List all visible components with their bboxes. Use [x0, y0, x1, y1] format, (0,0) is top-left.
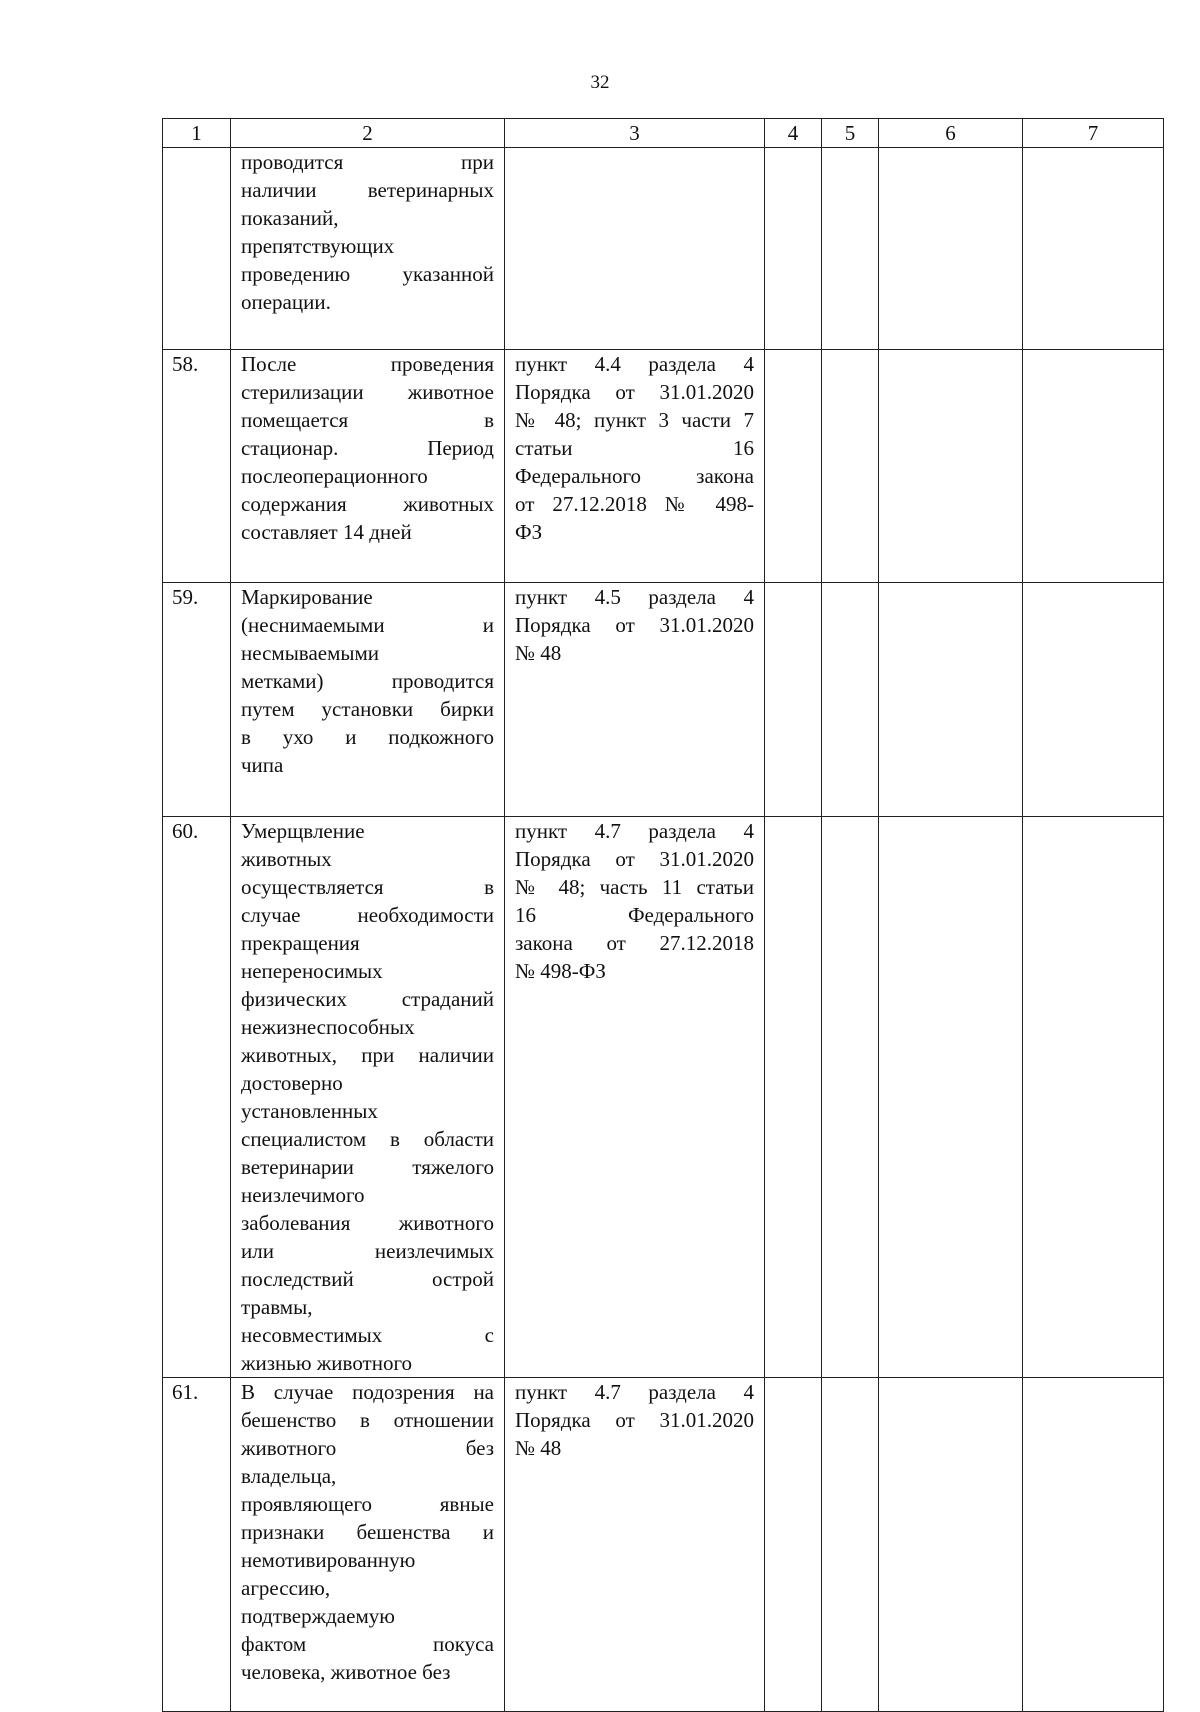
- requirement-text-line: В случае подозрения на: [241, 1380, 494, 1404]
- requirement-text-line: бешенство в отношении: [241, 1408, 494, 1432]
- table-body: [163, 119, 1164, 1712]
- empty-cell-col-7: [1023, 148, 1164, 350]
- requirement-text-line: проводится при: [241, 150, 494, 174]
- requirement-text-line: достоверно: [241, 1071, 343, 1095]
- legal-reference-line: № 48; пункт 3 части 7: [515, 408, 754, 432]
- requirement-text-line: физических страданий: [241, 987, 494, 1011]
- empty-cell-col-4: [765, 350, 822, 583]
- requirement-text-line: животных, при наличии: [241, 1043, 494, 1067]
- requirement-text-line: стационар. Период: [241, 436, 494, 460]
- page-number: 32: [590, 72, 610, 93]
- empty-cell-col-6: [879, 1378, 1023, 1712]
- requirement-text-line: прекращения: [241, 931, 360, 955]
- empty-cell-col-6: [879, 583, 1023, 817]
- legal-reference-line: 16 Федерального: [515, 903, 754, 927]
- requirement-text: [231, 583, 505, 817]
- legal-reference-line: пункт 4.5 раздела 4: [515, 585, 754, 609]
- requirement-text-line: заболевания животного: [241, 1211, 494, 1235]
- empty-cell-col-7: [1023, 350, 1164, 583]
- requirement-text-line: агрессию,: [241, 1576, 331, 1600]
- requirement-text: [231, 1378, 505, 1712]
- empty-cell-col-5: [822, 817, 879, 1378]
- requirement-text-line: (неснимаемыми и: [241, 613, 494, 637]
- requirement-text-line: животного без: [241, 1436, 494, 1460]
- requirement-text-line: После проведения: [241, 352, 494, 376]
- requirement-text-line: фактом покуса: [241, 1632, 494, 1656]
- table-row: [163, 817, 1164, 1378]
- legal-reference-line: № 48: [515, 1436, 562, 1460]
- requirement-text: [231, 350, 505, 583]
- header-cell-1: 1: [163, 119, 231, 148]
- header-cell-5: 5: [822, 119, 879, 148]
- legal-reference: [505, 817, 765, 1378]
- requirement-text-line: проявляющего явные: [241, 1492, 494, 1516]
- requirement-text-line: содержания животных: [241, 492, 494, 516]
- header-cell-4: 4: [765, 119, 822, 148]
- requirement-text-line: немотивированную: [241, 1548, 416, 1572]
- requirement-text-line: случае необходимости: [241, 903, 494, 927]
- empty-cell-col-4: [765, 583, 822, 817]
- requirement-text-line: путем установки бирки: [241, 697, 494, 721]
- legal-reference-line: Порядка от 31.01.2020: [515, 380, 754, 404]
- regulation-table: [162, 118, 1164, 1712]
- legal-reference-line: пункт 4.7 раздела 4: [515, 819, 754, 843]
- table-row: [163, 350, 1164, 583]
- legal-reference: [505, 148, 765, 350]
- requirement-text-line: в ухо и подкожного: [241, 725, 494, 749]
- legal-reference-line: Федерального закона: [515, 464, 754, 488]
- legal-reference: [505, 350, 765, 583]
- requirement-text-line: неизлечимого: [241, 1183, 365, 1207]
- legal-reference-line: пункт 4.4 раздела 4: [515, 352, 754, 376]
- empty-cell-col-5: [822, 148, 879, 350]
- requirement-text-line: Маркирование: [241, 585, 373, 609]
- requirement-text-line: травмы,: [241, 1295, 313, 1319]
- row-number: 59.: [163, 583, 231, 817]
- empty-cell-col-7: [1023, 817, 1164, 1378]
- empty-cell-col-7: [1023, 583, 1164, 817]
- legal-reference-line: Порядка от 31.01.2020: [515, 1408, 754, 1432]
- empty-cell-col-5: [822, 583, 879, 817]
- requirement-text-line: специалистом в области: [241, 1127, 494, 1151]
- row-number: 60.: [163, 817, 231, 1378]
- requirement-text-line: владельца,: [241, 1464, 337, 1488]
- empty-cell-col-4: [765, 1378, 822, 1712]
- requirement-text-line: подтверждаемую: [241, 1604, 395, 1628]
- legal-reference-line: Порядка от 31.01.2020: [515, 847, 754, 871]
- empty-cell-col-5: [822, 1378, 879, 1712]
- empty-cell-col-7: [1023, 1378, 1164, 1712]
- empty-cell-col-4: [765, 148, 822, 350]
- requirement-text-line: животных: [241, 847, 332, 871]
- requirement-text-line: последствий острой: [241, 1267, 494, 1291]
- header-cell-3: 3: [505, 119, 765, 148]
- requirement-text-line: человека, животное без: [241, 1660, 451, 1684]
- row-number: 61.: [163, 1378, 231, 1712]
- requirement-text-line: операции.: [241, 290, 331, 314]
- requirement-text-line: проведению указанной: [241, 262, 494, 286]
- table-row: [163, 1378, 1164, 1712]
- legal-reference-line: статьи 16: [515, 436, 754, 460]
- legal-reference-line: пункт 4.7 раздела 4: [515, 1380, 754, 1404]
- requirement-text-line: наличии ветеринарных: [241, 178, 494, 202]
- header-cell-7: 7: [1023, 119, 1164, 148]
- table-row: [163, 583, 1164, 817]
- table-header-row: [163, 119, 1164, 148]
- requirement-text-line: жизнью животного: [241, 1351, 413, 1375]
- requirement-text-line: составляет 14 дней: [241, 520, 412, 544]
- legal-reference: [505, 1378, 765, 1712]
- empty-cell-col-6: [879, 148, 1023, 350]
- header-cell-6: 6: [879, 119, 1023, 148]
- requirement-text-line: показаний,: [241, 206, 339, 230]
- requirement-text-line: установленных: [241, 1099, 378, 1123]
- legal-reference-line: № 48: [515, 641, 562, 665]
- requirement-text: [231, 148, 505, 350]
- legal-reference-line: Порядка от 31.01.2020: [515, 613, 754, 637]
- requirement-text-line: непереносимых: [241, 959, 383, 983]
- legal-reference: [505, 583, 765, 817]
- table-row: [163, 148, 1164, 350]
- legal-reference-line: от 27.12.2018 № 498-: [515, 492, 754, 516]
- requirement-text-line: Умерщвление: [241, 819, 365, 843]
- requirement-text-line: чипа: [241, 753, 284, 777]
- requirement-text-line: послеоперационного: [241, 464, 428, 488]
- requirement-text-line: осуществляется в: [241, 875, 494, 899]
- requirement-text-line: несмываемыми: [241, 641, 380, 665]
- row-number: [163, 148, 231, 350]
- legal-reference-line: № 48; часть 11 статьи: [515, 875, 754, 899]
- requirement-text-line: ветеринарии тяжелого: [241, 1155, 494, 1179]
- header-cell-2: 2: [231, 119, 505, 148]
- empty-cell-col-6: [879, 350, 1023, 583]
- empty-cell-col-6: [879, 817, 1023, 1378]
- requirement-text: [231, 817, 505, 1378]
- requirement-text-line: метками) проводится: [241, 669, 494, 693]
- requirement-text-line: или неизлечимых: [241, 1239, 494, 1263]
- requirement-text-line: стерилизации животное: [241, 380, 494, 404]
- row-number: 58.: [163, 350, 231, 583]
- requirement-text-line: нежизнеспособных: [241, 1015, 415, 1039]
- requirement-text-line: признаки бешенства и: [241, 1520, 494, 1544]
- requirement-text-line: препятствующих: [241, 234, 395, 258]
- empty-cell-col-5: [822, 350, 879, 583]
- legal-reference-line: № 498-ФЗ: [515, 959, 606, 983]
- requirement-text-line: помещается в: [241, 408, 494, 432]
- empty-cell-col-4: [765, 817, 822, 1378]
- requirement-text-line: несовместимых с: [241, 1323, 494, 1347]
- legal-reference-line: ФЗ: [515, 520, 543, 544]
- legal-reference-line: закона от 27.12.2018: [515, 931, 754, 955]
